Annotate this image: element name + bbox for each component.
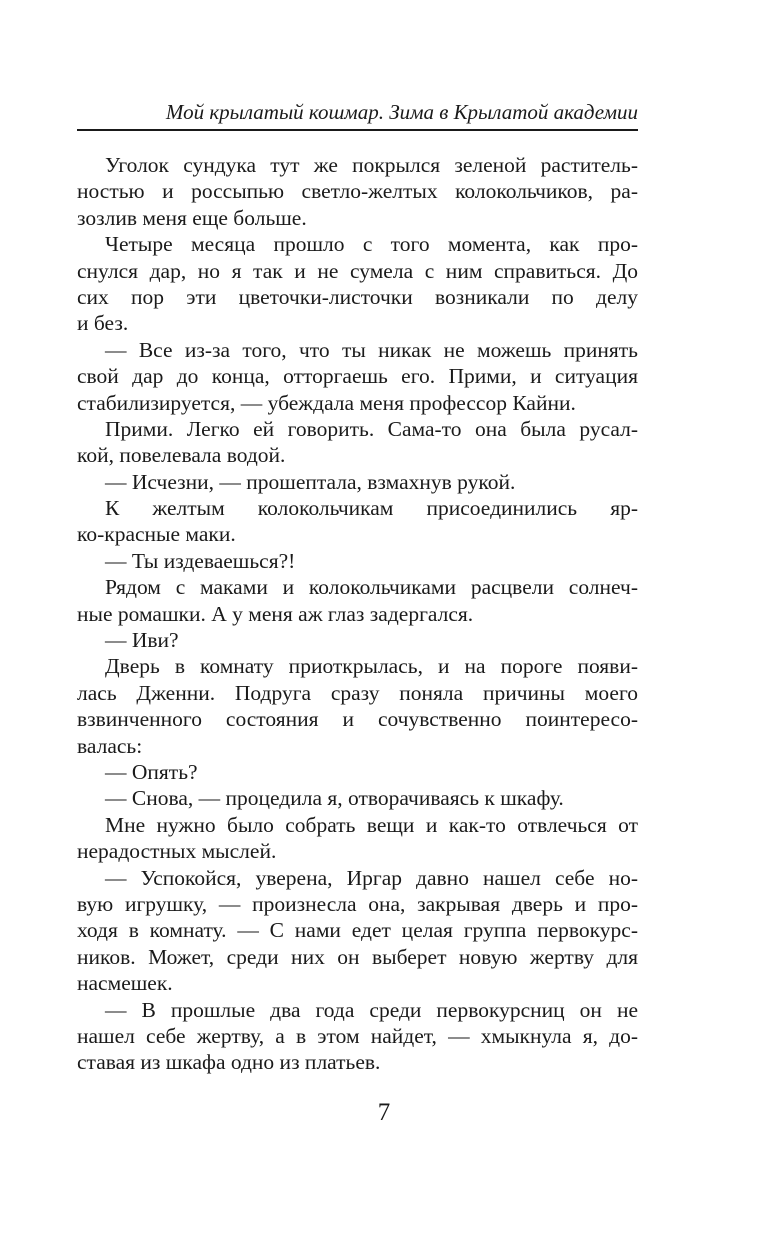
text-line: свой дар до конца, отторгаешь его. Прими, и ситуация [77, 364, 638, 389]
text-line: кой, повелевала водой. [77, 443, 286, 468]
text-line: ностью и россыпью светло-желтых колокольчиков, ра- [77, 179, 638, 204]
page-body [77, 152, 638, 1076]
text-line: насмешек. [77, 971, 173, 996]
paragraph [77, 469, 638, 495]
text-line: вую игрушку, — произнесла она, закрывая дверь и про- [77, 891, 638, 916]
paragraph [77, 495, 638, 548]
text-line: — Все из-за того, что ты никак не можешь принять [105, 337, 638, 362]
text-line: ходя в комнату. — С нами едет целая группа первокурс- [77, 918, 638, 943]
text-line: нашел себе жертву, а в этом найдет, — хмыкнула я, до- [77, 1023, 638, 1048]
page-number: 7 [377, 1099, 391, 1126]
text-line: и без. [77, 311, 129, 336]
text-line: — Исчезни, — прошептала, взмахнув рукой. [105, 469, 516, 494]
paragraph [77, 574, 638, 627]
paragraph [77, 548, 638, 574]
text-line: сих пор эти цветочки-листочки возникали по делу [77, 284, 638, 309]
text-line: ников. Может, среди них он выберет новую жертву для [77, 944, 638, 969]
text-line: — Снова, — процедила я, отворачиваясь к шкафу. [105, 786, 564, 811]
paragraph [77, 865, 638, 997]
text-line: ставая из шкафа одно из платьев. [77, 1050, 381, 1075]
paragraph [77, 759, 638, 785]
text-line: Уголок сундука тут же покрылся зеленой раститель- [105, 153, 638, 177]
text-line: ко-красные маки. [77, 522, 236, 547]
text-line: снулся дар, но я так и не сумела с ним справиться. До [77, 258, 638, 283]
text-line: — В прошлые два года среди первокурсниц он не [105, 997, 638, 1022]
text-line: — Опять? [105, 759, 198, 784]
text-line: нерадостных мыслей. [77, 839, 277, 864]
text-line: стабилизируется, — убеждала меня профессор Кайни. [77, 390, 576, 415]
text-line: лась Дженни. Подруга сразу поняла причины моего [77, 680, 638, 705]
text-line: ные ромашки. А у меня аж глаз задергался. [77, 601, 474, 626]
header-rule [77, 129, 638, 131]
text-line: Рядом с маками и колокольчиками расцвели солнеч- [105, 575, 638, 600]
paragraph [77, 812, 638, 865]
paragraph [77, 785, 638, 811]
paragraph [77, 653, 638, 759]
paragraph [77, 152, 638, 231]
running-header: Мой крылатый кошмар. Зима в Крылатой академии [165, 100, 638, 124]
paragraph [77, 231, 638, 337]
text-line: взвинченного состояния и сочувственно поинтересо- [77, 707, 638, 732]
text-line: К желтым колокольчикам присоединились яр- [105, 496, 638, 521]
paragraph [77, 627, 638, 653]
text-line: зозлив меня еще больше. [77, 205, 307, 230]
text-line: — Иви? [105, 628, 179, 653]
text-line: Дверь в комнату приоткрылась, и на пороге появи- [105, 654, 638, 679]
text-line: Четыре месяца прошло с того момента, как про- [105, 232, 638, 257]
paragraph [77, 997, 638, 1076]
text-line: Прими. Легко ей говорить. Сама-то она была русал- [105, 416, 638, 441]
text-line: Мне нужно было собрать вещи и как-то отвлечься от [105, 812, 638, 837]
paragraph [77, 416, 638, 469]
text-line: — Успокойся, уверена, Иргар давно нашел себе но- [105, 865, 638, 890]
text-line: валась: [77, 733, 143, 758]
text-line: — Ты издеваешься?! [105, 548, 296, 573]
paragraph [77, 337, 638, 416]
